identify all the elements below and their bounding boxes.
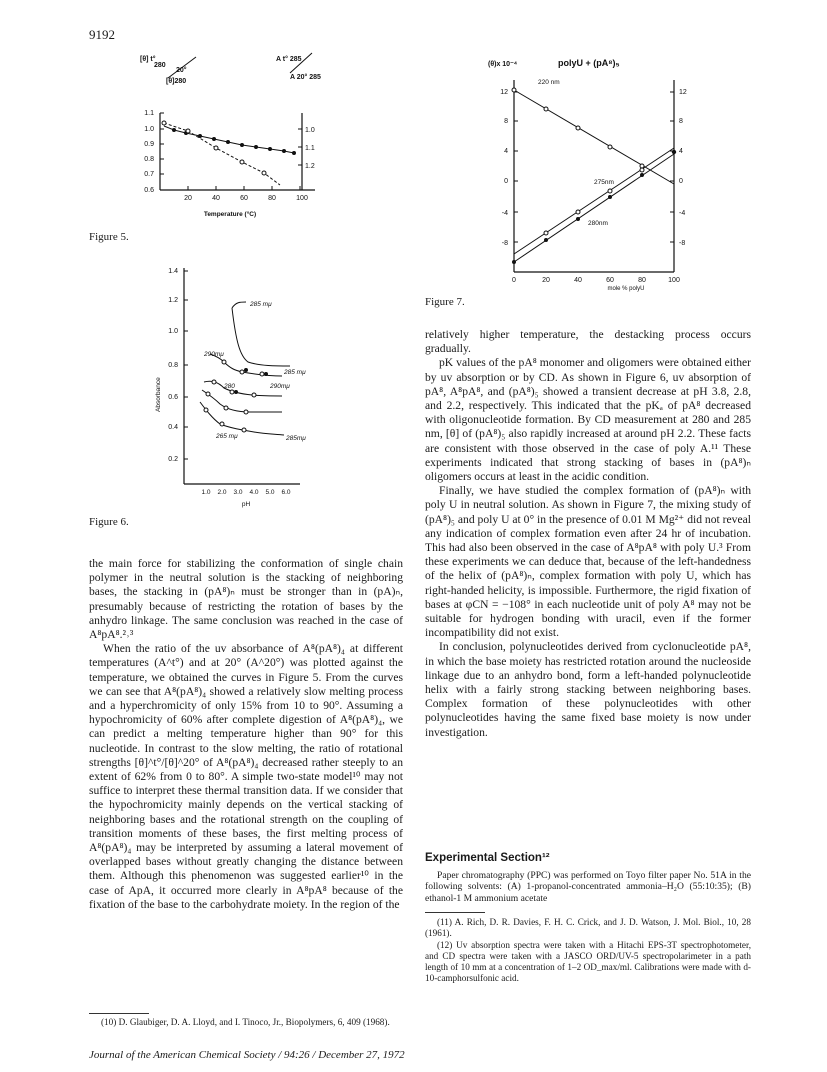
- svg-text:0.6: 0.6: [168, 394, 178, 401]
- svg-text:285mμ: 285mμ: [286, 435, 306, 442]
- svg-text:0: 0: [679, 178, 683, 185]
- svg-text:60: 60: [606, 277, 614, 284]
- svg-text:220 nm: 220 nm: [538, 79, 560, 86]
- right-paragraph-3: Finally, we have studied the complex formation of (pA⁸)ₙ with poly U in neutral solution. As shown in Figure 7, the mixing study of (pA⁸)₅ and poly U at 0° in the presence of 0.01 M Mg²⁺ did not reveal any indication of complex formation even after 24 hr of incubation. This had also been observed in the case of A⁸pA⁸ with poly U.³ From these experiments we can deduce that, because of the left-handedness of the helix of (pA⁸)ₙ, complex formation with poly U, which has right-handed helicity, is impossible. Furthermore, the rigid fixation of bases at φCN = −108° in each nucleotide unit of poly A⁸ may not be suitable for hydrogen bonding with uracil, even if the former incompatibility did not exist.: [425, 484, 751, 640]
- fig7-xlabel: mole % polyU: [607, 286, 645, 292]
- svg-text:2.0: 2.0: [217, 489, 227, 496]
- footnote-rule-right: [425, 912, 485, 913]
- fig5-left-label-a2: 280: [154, 62, 166, 69]
- svg-text:280nm: 280nm: [588, 220, 608, 227]
- figure-6-caption: Figure 6.: [89, 516, 129, 528]
- svg-text:290mμ: 290mμ: [204, 351, 224, 358]
- svg-text:5.0: 5.0: [265, 489, 275, 496]
- svg-text:275nm: 275nm: [594, 179, 614, 186]
- svg-text:4: 4: [679, 148, 683, 155]
- svg-text:1.2: 1.2: [305, 163, 315, 170]
- fig6-ylabel: Absorbance: [155, 377, 162, 412]
- figure-6-chart: [150, 262, 330, 512]
- experimental-text: [425, 870, 751, 905]
- svg-text:1.2: 1.2: [168, 297, 178, 304]
- svg-text:4: 4: [504, 148, 508, 155]
- svg-text:80: 80: [268, 195, 276, 202]
- right-paragraph-1: relatively higher temperature, the destacking process occurs gradually.: [425, 328, 751, 356]
- svg-text:0.6: 0.6: [144, 187, 154, 194]
- svg-text:1.1: 1.1: [144, 110, 154, 117]
- footnote-rule-left: [89, 1013, 149, 1014]
- figure-7-caption: Figure 7.: [425, 296, 465, 308]
- figure-5-caption: Figure 5.: [89, 231, 129, 243]
- svg-text:280: 280: [224, 383, 235, 390]
- svg-text:1.4: 1.4: [168, 268, 178, 275]
- svg-text:6.0: 6.0: [281, 489, 291, 496]
- svg-text:40: 40: [212, 195, 220, 202]
- svg-text:-4: -4: [501, 210, 508, 217]
- svg-text:1.0: 1.0: [305, 127, 315, 134]
- svg-text:1.0: 1.0: [201, 489, 211, 496]
- svg-text:0: 0: [504, 178, 508, 185]
- svg-text:1.0: 1.0: [144, 126, 154, 133]
- figure-5-chart: [130, 45, 330, 230]
- journal-footer: Journal of the American Chemical Society / 94:26 / December 27, 1972: [89, 1049, 405, 1061]
- svg-text:0.8: 0.8: [168, 362, 178, 369]
- svg-text:12: 12: [679, 89, 687, 96]
- right-paragraph-2: pK values of the pA⁸ monomer and oligomers were obtained either by uv absorption or by CD. As shown in Figure 6, uv absorption of pA⁸, A⁸pA⁸, and (pA⁸)₅ showed a transient decrease at pH 3.8, 2.8, and 2.2, respectively. This indicated that the pKₐ of pA⁸ decreased with oligonucleotide formation. By CD measurement at 280 and 285 nm, [θ] of (pA⁸)₅ also rapidly increased at around pH 2.2. These facts are consistent with those observed in the case of poly A.¹¹ These experiments indicated that strong stacking of bases in (pA⁸)ₙ oligomers occurs at least in the acidic condition.: [425, 356, 751, 484]
- svg-text:290mμ: 290mμ: [270, 383, 290, 390]
- right-column: [425, 328, 751, 740]
- fig6-xlabel: pH: [241, 501, 251, 508]
- svg-text:8: 8: [679, 118, 683, 125]
- experimental-paragraph: Paper chromatography (PPC) was performed on Toyo filter paper No. 51A in the following solvents: (A) 1-propanol-concentrated ammonia–H₂O (55:10:35); (B) ethanol-1 M ammonium acetate: [425, 870, 751, 904]
- svg-text:0.2: 0.2: [168, 456, 178, 463]
- svg-text:80: 80: [638, 277, 646, 284]
- fig5-right-label: A t° 285: [276, 56, 302, 63]
- svg-text:8: 8: [504, 118, 508, 125]
- right-footnotes: [425, 917, 751, 985]
- svg-text:3.0: 3.0: [233, 489, 243, 496]
- svg-text:60: 60: [240, 195, 248, 202]
- svg-text:0.4: 0.4: [168, 424, 178, 431]
- fig5-left-label-b: 20°: [176, 67, 187, 74]
- svg-text:100: 100: [296, 195, 308, 202]
- svg-text:-8: -8: [501, 240, 508, 247]
- left-paragraph-2: When the ratio of the uv absorbance of A⁸(pA⁸)₄ at different temperatures (A^t°) and at 20° (A^20°) was plotted against the temperature, we obtained the curves in Figure 5. From the curves we can see that A⁸(pA⁸)₄ showed a relatively slow melting process and a hyperchromicity of only 15% from 10 to 90°. Assuming a hypochromicity of 60% after complete digestion of A⁸(pA⁸)₄, we can predict a melting temperature higher than 90° for this nucleotide. In contrast to the slow melting, the ratio of rotational strengths [θ]^t°/[θ]^20° of A⁸(pA⁸)₄ decreased rather steeply to an extent of 62% from 0 to 80°. A simple two-state model¹⁰ may not suffice to interpret these thermal transition data. If we consider that the hypochromicity mainly depends on the vertical stacking of neighboring bases and the rotational strength on the coupling of transition moments of these bases, the first melting process of A⁸(pA⁸)₄ may be interpreted by assuming a lateral movement of overlapped bases without greatly changing the distance between them. Although this phenomenon was suggested earlier¹⁰ in the case of ApA, it occurred more clearly in A⁸pA⁸ because of the fixation of the base to the carbohydrate moiety. In the region of the: [89, 642, 403, 911]
- svg-text:1.0: 1.0: [168, 328, 178, 335]
- experimental-section-heading: Experimental Section¹²: [425, 852, 550, 864]
- right-paragraph-4: In conclusion, polynucleotides derived from cyclonucleotide pA⁸, in which the base moiety has restricted rotation around the nucleoside linkage due to an anhydro bond, form a left-handed polynucleotide helix with a fairly strong stacking between neighboring bases. Complex formation of these polynucleotides with other polynucleotides having the same fixed base moiety is now under investigation.: [425, 640, 751, 739]
- svg-text:285 mμ: 285 mμ: [250, 301, 272, 308]
- page-number: 9192: [89, 27, 115, 42]
- footnote-11: (11) A. Rich, D. R. Davies, F. H. C. Crick, and J. D. Watson, J. Mol. Biol., 10, 28 (1961).: [425, 917, 751, 938]
- fig7-y-unit: (θ)x 10⁻⁴: [488, 61, 518, 68]
- svg-text:0.9: 0.9: [144, 141, 154, 148]
- svg-text:0.8: 0.8: [144, 156, 154, 163]
- svg-text:285 mμ: 285 mμ: [284, 369, 306, 376]
- svg-text:0: 0: [512, 277, 516, 284]
- svg-text:20: 20: [542, 277, 550, 284]
- fig5-right-label2: A 20° 285: [290, 74, 321, 81]
- svg-text:100: 100: [668, 277, 680, 284]
- svg-text:1.1: 1.1: [305, 145, 315, 152]
- fig5-left-label-c: [θ]280: [166, 78, 187, 85]
- svg-text:0.7: 0.7: [144, 171, 154, 178]
- left-column: [89, 557, 403, 912]
- footnote-12: (12) Uv absorption spectra were taken with a Hitachi EPS-3T spectrophotometer, and CD spectra were taken with a JASCO ORD/UV-5 spectropolarimeter in a path length of 10 mm at a concentration of 1–2 OD_max/ml. Calibrations were made with d-10-camphorsulfonic acid.: [425, 940, 751, 983]
- svg-text:20: 20: [184, 195, 192, 202]
- svg-text:-8: -8: [679, 240, 686, 247]
- svg-text:12: 12: [500, 89, 508, 96]
- svg-text:265 mμ: 265 mμ: [216, 433, 238, 440]
- svg-text:40: 40: [574, 277, 582, 284]
- fig7-title: polyU + (pA⁸)₅: [558, 58, 620, 68]
- fig5-xlabel: Temperature (°C): [203, 211, 257, 218]
- fig5-left-label-a: [θ] t°: [140, 56, 156, 63]
- figure-7-chart: [478, 50, 708, 295]
- svg-text:-4: -4: [679, 210, 686, 217]
- svg-text:4.0: 4.0: [249, 489, 259, 496]
- left-paragraph-1: the main force for stabilizing the conformation of single chain polymer in the neutral solution is the stacking of neighboring bases, the stacking in (pA⁸)ₙ must be stronger than in (pA)ₙ, presumably because of restricting the rotation of bases by the anhydro linkage. The same conclusion was reached in the case of A⁸pA⁸.²˒³: [89, 557, 403, 642]
- left-footnotes: [89, 1017, 403, 1029]
- footnote-10: (10) D. Glaubiger, D. A. Lloyd, and I. Tinoco, Jr., Biopolymers, 6, 409 (1968).: [101, 1017, 390, 1027]
